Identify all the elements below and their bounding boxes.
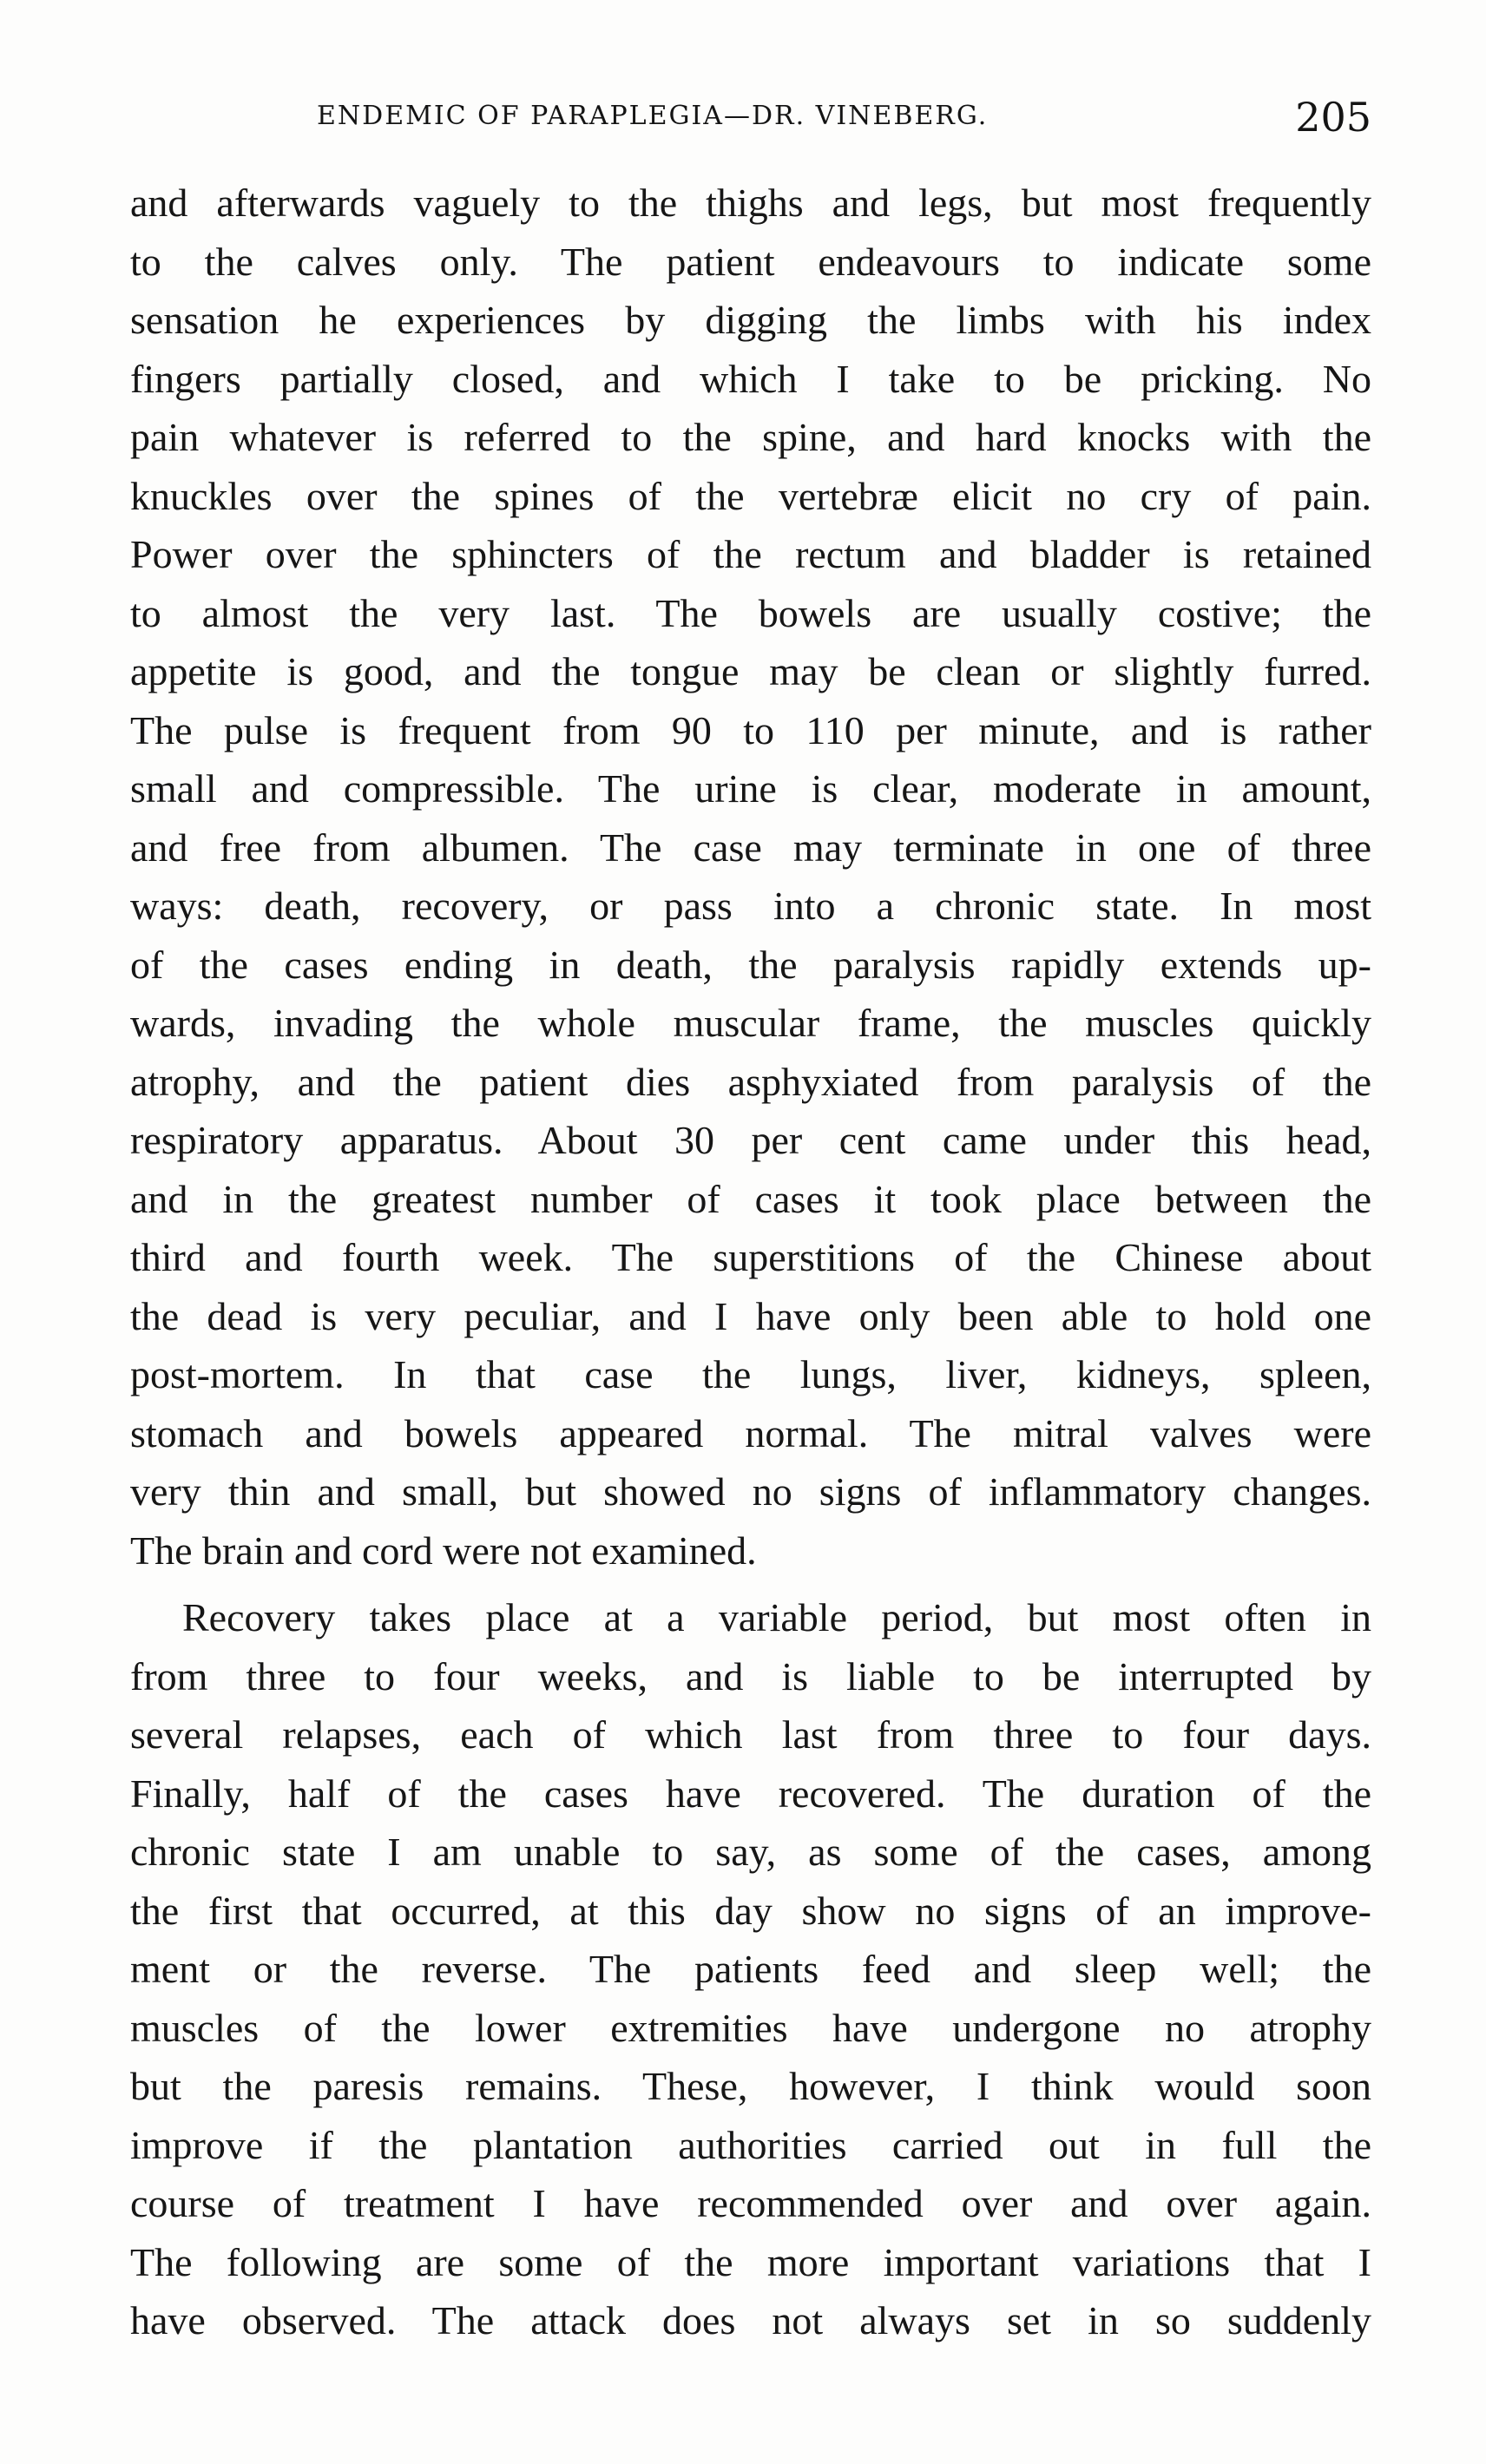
body-text	[130, 174, 1371, 2350]
text-line: Power over the sphincters of the rectum and bladder is retained	[130, 532, 1371, 576]
text-line: and free from albumen. The case may terminate in one of three	[130, 825, 1371, 870]
text-line: third and fourth week. The superstitions of the Chinese about	[130, 1235, 1371, 1279]
paragraph-2	[130, 1588, 1371, 2350]
running-title: ENDEMIC OF PARAPLEGIA—DR. VINEBERG.	[317, 101, 989, 131]
text-line: ment or the reverse. The patients feed and sleep well; the	[130, 1947, 1371, 1991]
text-line: muscles of the lower extremities have undergone no atrophy	[130, 2005, 1371, 2050]
text-line: have observed. The attack does not always set in so suddenly	[130, 2298, 1371, 2342]
text-line: The following are some of the more important variations that I	[130, 2239, 1371, 2284]
text-line: atrophy, and the patient dies asphyxiated from paralysis of the	[130, 1059, 1371, 1104]
text-line: the dead is very peculiar, and I have only been able to hold one	[130, 1293, 1371, 1338]
text-line: wards, invading the whole muscular frame, the muscles quickly	[130, 1001, 1371, 1045]
text-line: respiratory apparatus. About 30 per cent came under this head,	[130, 1118, 1371, 1162]
text-line: but the paresis remains. These, however, I think would soon	[130, 2064, 1371, 2108]
text-line: and afterwards vaguely to the thighs and legs, but most frequently	[130, 181, 1371, 225]
text-line: from three to four weeks, and is liable to be interrupted by	[130, 1653, 1371, 1699]
text-line: and in the greatest number of cases it took place between the	[130, 1176, 1371, 1221]
page-number: 205	[1295, 94, 1371, 141]
text-line: The brain and cord were not examined.	[130, 1528, 757, 1573]
text-line: the first that occurred, at this day show no signs of an improve-	[130, 1888, 1371, 1933]
text-line: appetite is good, and the tongue may be clean or slightly furred.	[130, 649, 1371, 693]
text-line: of the cases ending in death, the paralysis rapidly extends up-	[130, 942, 1371, 987]
text-line: knuckles over the spines of the vertebræ elicit no cry of pain.	[130, 473, 1371, 518]
text-line: Recovery takes place at a variable period, but most often in	[182, 1595, 1371, 1639]
running-header	[130, 94, 1371, 146]
text-line: Finally, half of the cases have recovered. The duration of the	[130, 1771, 1371, 1816]
text-line: stomach and bowels appeared normal. The mitral valves were	[130, 1410, 1371, 1455]
text-line: small and compressible. The urine is clear, moderate in amount,	[130, 766, 1371, 811]
text-line: The pulse is frequent from 90 to 110 per minute, and is rather	[130, 707, 1371, 752]
text-line: fingers partially closed, and which I take to be pricking. No	[130, 356, 1371, 401]
paragraph-gap	[130, 1580, 1371, 1588]
text-line: course of treatment I have recommended over and over again.	[130, 2181, 1371, 2225]
text-line: to the calves only. The patient endeavours to indicate some	[130, 239, 1371, 284]
text-line: very thin and small, but showed no signs of inflammatory changes.	[130, 1469, 1371, 1514]
text-line: to almost the very last. The bowels are usually costive; the	[130, 590, 1371, 635]
text-line: ways: death, recovery, or pass into a chronic state. In most	[130, 884, 1371, 928]
text-line: several relapses, each of which last from three to four days.	[130, 1712, 1371, 1757]
text-line: sensation he experiences by digging the limbs with his index	[130, 298, 1371, 342]
text-line: chronic state I am unable to say, as some of the cases, among	[130, 1830, 1371, 1874]
text-line: post-mortem. In that case the lungs, liver, kidneys, spleen,	[130, 1352, 1371, 1396]
text-line: pain whatever is referred to the spine, and hard knocks with the	[130, 415, 1371, 459]
text-line: improve if the plantation authorities carried out in full the	[130, 2122, 1371, 2167]
paragraph-1	[130, 174, 1371, 1580]
